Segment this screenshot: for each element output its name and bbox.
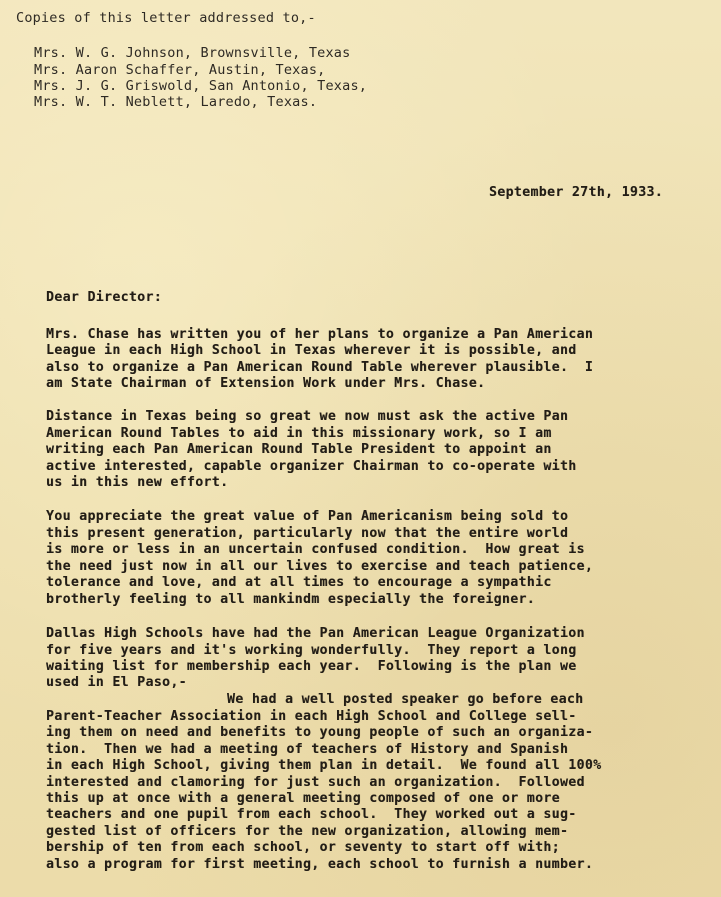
- paragraph-line: this present generation, particularly now that the entire world: [46, 526, 569, 541]
- recipient-line: Mrs. J. G. Griswold, San Antonio, Texas,: [34, 78, 368, 94]
- paragraph-line: Parent-Teacher Association in each High School and College sell-: [46, 709, 577, 724]
- paragraph-line: waiting list for membership each year. Following is the plan we: [46, 659, 577, 674]
- paragraph-line: interested and clamoring for just such an organization. Followed: [46, 775, 585, 790]
- paragraph-line: Dallas High Schools have had the Pan American League Organization: [46, 626, 585, 641]
- paragraph-line: also a program for first meeting, each school to furnish a number.: [46, 857, 594, 872]
- paragraph-line: us in this new effort.: [46, 475, 229, 490]
- paragraph-line: brotherly feeling to all mankindm especially the foreigner.: [46, 592, 536, 607]
- paragraph-line: Distance in Texas being so great we now must ask the active Pan: [46, 409, 569, 424]
- paragraph-line: used in El Paso,-: [46, 675, 187, 690]
- salutation: Dear Director:: [46, 290, 163, 305]
- paragraph-line: in each High School, giving them plan in detail. We found all 100%: [46, 758, 602, 773]
- paragraph-line: am State Chairman of Extension Work under Mrs. Chase.: [46, 376, 486, 391]
- paragraph-line: teachers and one pupil from each school. They worked out a sug-: [46, 807, 577, 822]
- paragraph-line: the need just now in all our lives to exercise and teach patience,: [46, 559, 594, 574]
- paragraph-line: gested list of officers for the new organization, allowing mem-: [46, 824, 569, 839]
- paragraph-line: American Round Tables to aid in this missionary work, so I am: [46, 426, 552, 441]
- paragraph-line: bership of ten from each school, or seventy to start off with;: [46, 840, 560, 855]
- copies-line: Copies of this letter addressed to,-: [16, 10, 316, 26]
- paragraph-line: also to organize a Pan American Round Table wherever plausible. I: [46, 360, 594, 375]
- recipient-line: Mrs. W. T. Neblett, Laredo, Texas.: [34, 94, 318, 110]
- paragraph-line: this up at once with a general meeting composed of one or more: [46, 791, 560, 806]
- paragraph-line: ing them on need and benefits to young people of such an organiza-: [46, 725, 594, 740]
- paragraph-line: tion. Then we had a meeting of teachers of History and Spanish: [46, 742, 569, 757]
- paragraph-line: You appreciate the great value of Pan Americanism being sold to: [46, 509, 569, 524]
- letter-date: September 27th, 1933.: [489, 185, 664, 200]
- paragraph-line: for five years and it's working wonderfully. They report a long: [46, 643, 577, 658]
- paragraph-line: is more or less in an uncertain confused condition. How great is: [46, 542, 585, 557]
- paragraph-line: League in each High School in Texas wherever it is possible, and: [46, 343, 577, 358]
- paragraph-line: writing each Pan American Round Table President to appoint an: [46, 442, 552, 457]
- paragraph-line: We had a well posted speaker go before each: [227, 692, 584, 707]
- paragraph-line: active interested, capable organizer Chairman to co-operate with: [46, 459, 577, 474]
- recipient-line: Mrs. Aaron Schaffer, Austin, Texas,: [34, 62, 326, 78]
- paragraph-line: Mrs. Chase has written you of her plans to organize a Pan American: [46, 327, 594, 342]
- recipient-line: Mrs. W. G. Johnson, Brownsville, Texas: [34, 45, 351, 61]
- paragraph-line: tolerance and love, and at all times to encourage a sympathic: [46, 575, 552, 590]
